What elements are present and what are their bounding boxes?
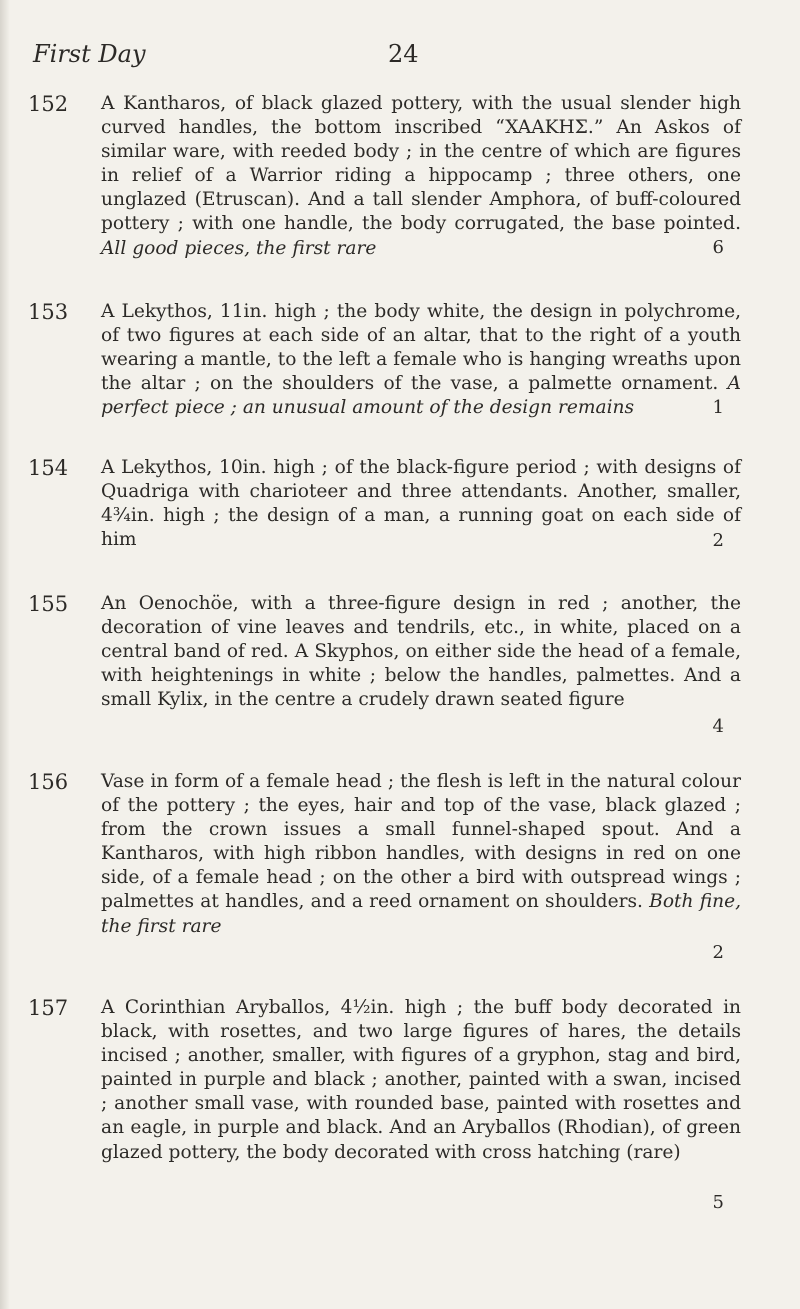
lot-entry [28, 770, 778, 980]
lot-entry [28, 592, 778, 752]
page-edge-shadow [0, 0, 10, 1309]
lot-description-text: Vase in form of a female head ; the flesh is left in the natural colour of the pottery ; the eyes, hair and top of the vase, black glazed ; from the crown issues a small funnel-shaped spout. And a Kantharos, with high ribbon handles, with designs in red on one side, of a female head ; on the other a bird with outspread wings ; palmettes at handles, and a reed ornament on shoulders. [101, 771, 741, 913]
lot-description [101, 592, 741, 712]
lot-entry [28, 92, 778, 277]
lot-description [101, 456, 741, 552]
lot-description-text: A Kantharos, of black glazed pottery, with the usual slender high curved handles, the bottom inscribed “XAAKHΣ.” An Askos of similar ware, with reeded body ; in the centre of which are figures in relief of a Warrior riding a hippocamp ; three others, one unglazed (Etruscan). And a tall slender Amphora, of buff-coloured pottery ; with one handle, the body corrugated, the base pointed. [101, 93, 741, 235]
lot-estimate: 5 [712, 1192, 724, 1213]
lot-description [101, 300, 741, 420]
lot-description [101, 770, 741, 939]
lot-description [101, 996, 741, 1165]
lot-description-text: A Corinthian Aryballos, 4½in. high ; the buff body decorated in black, with rosettes, and two large figures of hares, the details incised ; another, smaller, with figures of a gryphon, stag and bird, painted in purple and black ; another, painted with a swan, incised ; another small vase, with rounded base, painted with rosettes and an eagle, in purple and black. And an Aryballos (Rhodian), of green glazed pottery, the body decorated with cross hatching (rare) [101, 997, 741, 1163]
lot-estimate: 6 [712, 237, 724, 258]
lot-number: 153 [28, 300, 69, 324]
lot-estimate: 2 [712, 530, 724, 551]
lot-description [101, 92, 741, 261]
lot-number: 155 [28, 592, 69, 616]
lot-estimate: 1 [712, 397, 724, 418]
lot-number: 152 [28, 92, 69, 116]
lot-number: 154 [28, 456, 69, 480]
lot-description-text: A Lekythos, 11in. high ; the body white, the design in polychrome, of two figures at each side of an altar, that to the right of a youth wearing a mantle, to the left a female who is hanging wreaths upon the altar ; on the shoulders of the vase, a palmette ornament. [101, 301, 741, 395]
lot-entry [28, 300, 778, 440]
page-header [33, 40, 753, 70]
lot-estimate: 4 [712, 716, 724, 737]
lot-note: A perfect piece ; an unusual amount of the design remains [101, 373, 741, 419]
lot-number: 157 [28, 996, 69, 1020]
page-number: 24 [388, 40, 419, 68]
lot-estimate: 2 [712, 942, 724, 963]
lot-note: All good pieces, the first rare [101, 237, 377, 259]
running-title: First Day [33, 40, 146, 68]
lot-note: Both fine, the first rare [101, 891, 741, 937]
lot-description-text: An Oenochöe, with a three-figure design in red ; another, the decoration of vine leaves and tendrils, etc., in white, placed on a central band of red. A Skyphos, on either side the head of a female, with heightenings in white ; below the handles, palmettes. And a small Kylix, in the centre a crudely drawn seated figure [101, 593, 741, 711]
lot-description-text: A Lekythos, 10in. high ; of the black-figure period ; with designs of Quadriga with charioteer and three attendants. Another, smaller, 4¾in. high ; the design of a man, a running goat on each side of him [101, 457, 741, 551]
lot-number: 156 [28, 770, 69, 794]
lot-entry [28, 456, 778, 566]
lot-entry [28, 996, 778, 1226]
